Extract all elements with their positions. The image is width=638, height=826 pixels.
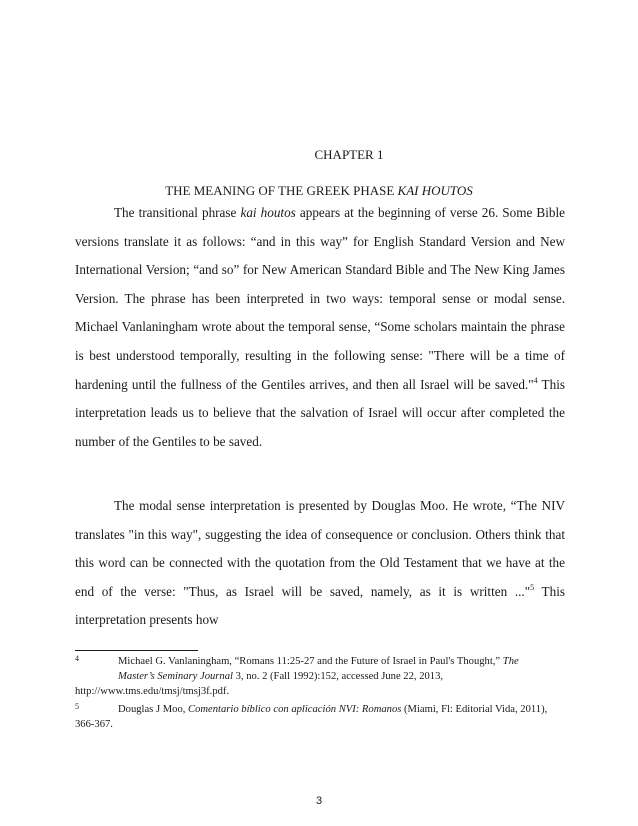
chapter-title-text: THE MEANING OF THE GREEK PHASE bbox=[165, 183, 398, 198]
footnote-4-line1 bbox=[75, 654, 565, 669]
paragraph-1 bbox=[75, 199, 565, 456]
chapter-title-italic: KAI HOUTOS bbox=[397, 183, 473, 198]
footnote-4-journal-a: The bbox=[502, 656, 519, 667]
para2-text-b: This interpretation presents how bbox=[75, 583, 565, 628]
para1-italic: kai houtos bbox=[240, 205, 296, 220]
paragraph-2 bbox=[75, 492, 565, 635]
footnote-5-text bbox=[75, 702, 565, 732]
footnote-ref-4[interactable]: 4 bbox=[533, 375, 538, 385]
footnote-4-journal-b: Master’s Seminary Journal bbox=[118, 671, 233, 682]
chapter-number: CHAPTER 1 bbox=[314, 147, 384, 162]
footnote-4-number: 4 bbox=[75, 654, 79, 663]
footnote-5 bbox=[75, 702, 565, 732]
para1-text-c: This interpretation leads us to believe that the salvation of Israel will occur after completed the number of the Gentiles to be saved. bbox=[75, 376, 565, 449]
footnote-4-url[interactable]: http://www.tms.edu/tmsj/tmsj3f.pdf. bbox=[75, 686, 230, 697]
footnote-5-text-b: (Miami, Fl: Editorial Vida, 2011), 366-367. bbox=[75, 704, 548, 730]
footnote-4-text-a: Michael G. Vanlaningham, “Romans 11:25-27 and the Future of Israel in Paul's Thought,” bbox=[118, 656, 503, 667]
footnote-5-book-title: Comentario bíblico con aplicación NVI: Romanos bbox=[188, 704, 402, 715]
footnote-ref-5[interactable]: 5 bbox=[530, 582, 535, 592]
footnote-separator bbox=[75, 650, 198, 651]
footnote-4-text-b: 3, no. 2 (Fall 1992):152, accessed June 22, 2013, bbox=[232, 671, 444, 682]
footnote-4-line2 bbox=[75, 669, 565, 684]
chapter-title bbox=[0, 183, 638, 199]
footnote-5-number: 5 bbox=[75, 702, 79, 711]
page-number: 3 bbox=[315, 795, 323, 807]
para2-text-a: The modal sense interpretation is presented by Douglas Moo. He wrote, “The NIV translates "in this way", suggesting the idea of consequence or conclusion. Others think that this word can be connected with the quotation from the Old Testament that we have at the end of the verse: "Thus, as Israel will be saved, namely, as it is written ..." bbox=[75, 498, 565, 599]
para1-text-a: The transitional phrase bbox=[114, 205, 241, 220]
footnote-4 bbox=[75, 654, 565, 699]
para1-text-b: appears at the beginning of verse 26. Some Bible versions translate it as follows: “and in this way” for English Standard Version and New International Version; “and so” for New American Standard Bible and The New King James Version. The phrase has been interpreted in two ways: temporal sense or modal sense. Michael Vanlaningham wrote about the temporal sense, “Some scholars maintain the phrase is best understood temporally, resulting in the following sense: "There will be a time of hardening until the fullness of the Gentiles arrives, and then all Israel will be saved." bbox=[75, 205, 565, 392]
footnote-5-text-a: Douglas J Moo, bbox=[118, 704, 189, 715]
